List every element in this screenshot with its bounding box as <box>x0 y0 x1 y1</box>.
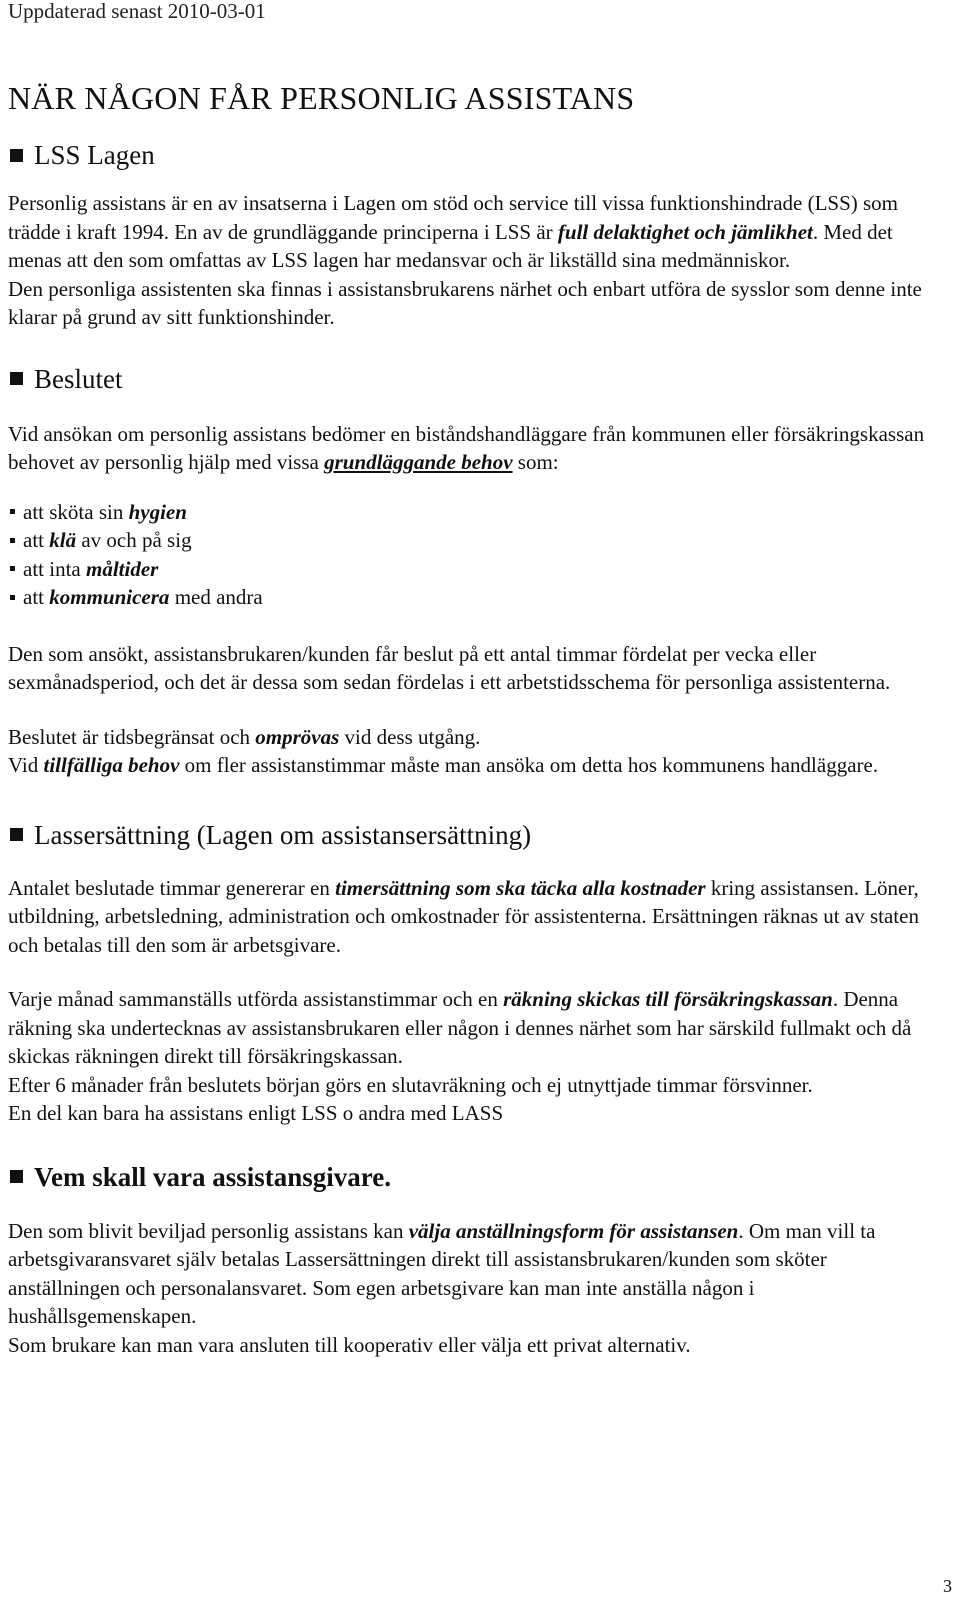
emphasis-text: kommunicera <box>49 585 170 609</box>
lss-paragraph-2: Den personliga assistenten ska finnas i assistansbrukarens närhet och enbart utföra de sysslor som denne inte klarar på grund av sitt funktionshinder. <box>8 276 922 329</box>
text-span: Vid <box>8 753 44 777</box>
square-bullet-icon <box>10 149 23 162</box>
square-bullet-icon <box>10 828 23 841</box>
text-span: som: <box>512 450 559 474</box>
text-span: vid dess utgång. <box>339 724 481 749</box>
list-item <box>8 526 943 555</box>
updated-date: Uppdaterad senast 2010-03-01 <box>8 0 266 23</box>
square-bullet-icon <box>10 372 23 385</box>
text-span: om fler assistanstimmar måste man ansöka om detta hos kommunens handläggare. <box>179 753 879 777</box>
emphasis-text: hygien <box>128 499 187 524</box>
text-span: Varje månad sammanställs utförda assistanstimmar och en <box>8 987 504 1011</box>
document-page <box>8 0 943 1359</box>
text-span: . Denna räkning ska undertecknas av assistansbrukaren eller någon i dennes närhet som har särskild fullmakt och då skickas räkningen direkt till försäkringskassan. <box>8 987 912 1068</box>
small-square-bullet-icon <box>10 538 15 543</box>
text-span: av och på sig <box>81 528 192 552</box>
section-heading-beslutet <box>8 362 943 396</box>
list-item <box>8 555 943 584</box>
beslutet-paragraph-2: Den som ansökt, assistansbrukaren/kunden får beslut på ett antal timmar fördelat per vecka eller sexmånadsperiod, och det är dessa som sedan fördelas i ett arbetstidsschema för personliga assistenterna. <box>8 641 891 694</box>
text-span: kring assistansen. Löner, utbildning, arbetsledning, administration och omkostnader för assistenterna. Ersättningen räknas ut av staten och betalas till den som är arbetsgivare. <box>8 875 919 957</box>
section-heading-text: Vem skall vara assistansgivare. <box>34 1161 392 1192</box>
section-heading-text: Lassersättning (Lagen om assistansersättning) <box>34 819 532 850</box>
text-span: att <box>23 528 44 552</box>
text-span: Antalet beslutade timmar genererar en <box>8 875 336 900</box>
page-number: 3 <box>943 1576 952 1596</box>
beslutet-paragraph-1 <box>8 420 943 477</box>
text-span: Den som blivit beviljad personlig assistans kan <box>8 1218 409 1243</box>
small-square-bullet-icon <box>10 509 15 514</box>
text-span: med andra <box>174 585 263 609</box>
small-square-bullet-icon <box>10 566 15 571</box>
emphasis-text: timersättning som ska täcka alla kostnader <box>335 875 706 900</box>
section-heading-lss <box>8 138 943 172</box>
square-bullet-icon <box>10 1170 23 1183</box>
emphasis-text: räkning skickas till försäkringskassan <box>503 987 833 1011</box>
section-heading-text: Beslutet <box>34 363 123 394</box>
lass-paragraph-1 <box>8 874 943 960</box>
emphasis-text: tillfälliga behov <box>43 753 180 777</box>
vem-paragraph-2: Som brukare kan man vara ansluten till kooperativ eller välja ett privat alternativ. <box>8 1332 691 1357</box>
lss-paragraph-1 <box>8 189 943 275</box>
lass-paragraph-4: En del kan bara ha assistans enligt LSS o andra med LASS <box>8 1101 504 1125</box>
emphasis-text: grundläggande behov <box>324 450 513 474</box>
text-span: Vid ansökan om personlig assistans bedömer en biståndshandläggare från kommunen eller försäkringskassan behovet av personlig hjälp med vissa <box>8 421 925 474</box>
text-span: . Om man vill ta arbetsgivaransvaret själv betalas Lassersättningen direkt till assistansbrukaren/kunden som sköter anställningen och personalansvaret. Som egen arbetsgivare kan man inte anställa någon i hushållsgemenskapen. <box>8 1218 876 1328</box>
beslutet-paragraph-3 <box>8 723 943 752</box>
emphasis-text: full delaktighet och jämlikhet <box>557 219 813 244</box>
text-span: att sköta sin <box>23 499 124 524</box>
list-item <box>8 583 943 612</box>
text-span: Personlig assistans är en av insatserna i Lagen om stöd och service till vissa funktionshindrade (LSS) som trädde i kraft 1994. En av de grundläggande principerna i LSS är <box>8 191 899 244</box>
small-square-bullet-icon <box>10 595 15 600</box>
text-span: Beslutet är tidsbegränsat och <box>8 724 256 749</box>
beslutet-paragraph-4 <box>8 751 943 780</box>
text-span: . Med det menas att den som omfattas av LSS lagen har medansvar och är likställd sina medmänniskor. <box>8 219 893 272</box>
document-title: NÄR NÅGON FÅR PERSONLIG ASSISTANS <box>8 80 635 116</box>
vem-paragraph-1 <box>8 1217 943 1331</box>
text-span: att <box>23 585 44 609</box>
lass-paragraph-3: Efter 6 månader från beslutets början görs en slutavräkning och ej utnyttjade timmar försvinner. <box>8 1072 813 1097</box>
section-heading-vem <box>8 1160 943 1194</box>
emphasis-text: måltider <box>85 556 159 581</box>
list-item <box>8 498 943 527</box>
needs-list <box>8 498 943 612</box>
emphasis-text: klä <box>49 528 77 552</box>
lass-paragraph-2 <box>8 985 943 1071</box>
emphasis-text: välja anställningsform för assistansen <box>408 1218 739 1243</box>
section-heading-text: LSS Lagen <box>34 140 155 170</box>
section-heading-lass <box>8 818 943 852</box>
text-span: att inta <box>23 556 81 581</box>
emphasis-text: omprövas <box>255 724 340 749</box>
